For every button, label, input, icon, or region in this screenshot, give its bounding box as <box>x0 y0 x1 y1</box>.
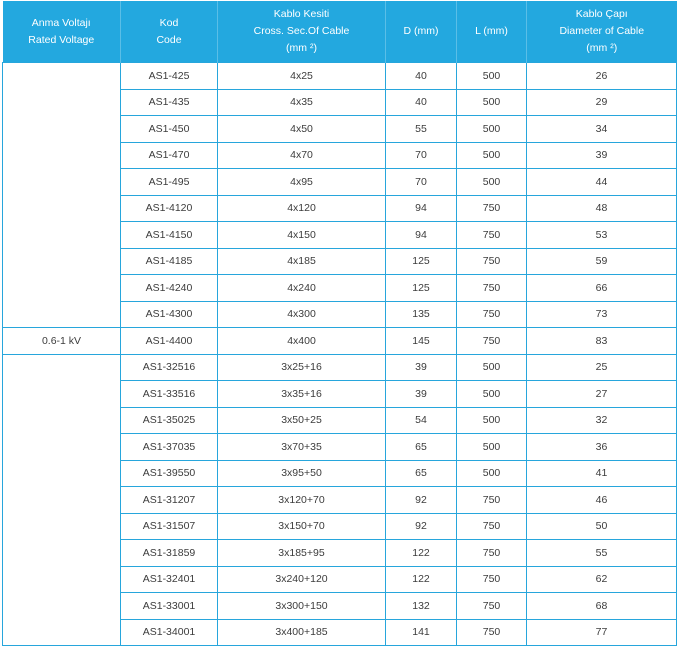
cell-cross-section: 4x95 <box>218 169 386 196</box>
cell-cross-section: 4x35 <box>218 89 386 116</box>
cell-d: 65 <box>386 460 457 487</box>
cell-code: AS1-32401 <box>121 566 218 593</box>
cell-code: AS1-37035 <box>121 434 218 461</box>
header-row <box>3 1 677 63</box>
cell-cross-section: 3x185+95 <box>218 540 386 567</box>
cell-d: 40 <box>386 89 457 116</box>
header-voltage-en: Rated Voltage <box>28 33 95 46</box>
table-row <box>3 354 677 381</box>
voltage-cell-upper <box>3 63 121 328</box>
cell-diameter: 55 <box>527 540 677 567</box>
cell-code: AS1-4150 <box>121 222 218 249</box>
header-l: L (mm) <box>457 1 527 63</box>
cell-l: 750 <box>457 301 527 328</box>
table-row <box>3 63 677 90</box>
cell-diameter: 66 <box>527 275 677 302</box>
cell-code: AS1-34001 <box>121 619 218 646</box>
cell-cross-section: 3x240+120 <box>218 566 386 593</box>
cell-diameter: 77 <box>527 619 677 646</box>
cell-code: AS1-4240 <box>121 275 218 302</box>
cell-l: 750 <box>457 248 527 275</box>
cell-l: 750 <box>457 195 527 222</box>
cell-code: AS1-35025 <box>121 407 218 434</box>
cell-l: 500 <box>457 381 527 408</box>
header-cross-unit: (mm ²) <box>286 42 317 54</box>
cell-diameter: 46 <box>527 487 677 514</box>
header-cross-tr: Kablo Kesiti <box>273 8 330 20</box>
cell-diameter: 59 <box>527 248 677 275</box>
cell-d: 65 <box>386 434 457 461</box>
cell-l: 500 <box>457 434 527 461</box>
cell-code: AS1-4300 <box>121 301 218 328</box>
cell-d: 141 <box>386 619 457 646</box>
cell-diameter: 62 <box>527 566 677 593</box>
header-d: D (mm) <box>386 1 457 63</box>
cell-d: 94 <box>386 195 457 222</box>
cell-d: 132 <box>386 593 457 620</box>
cell-l: 500 <box>457 63 527 90</box>
cell-l: 750 <box>457 275 527 302</box>
cell-diameter: 53 <box>527 222 677 249</box>
cell-cross-section: 4x240 <box>218 275 386 302</box>
cell-code: AS1-33516 <box>121 381 218 408</box>
cell-d: 55 <box>386 116 457 143</box>
voltage-cell: 0.6-1 kV <box>3 328 121 355</box>
cell-diameter: 39 <box>527 142 677 169</box>
cell-d: 92 <box>386 487 457 514</box>
cell-cross-section: 4x50 <box>218 116 386 143</box>
cell-diameter: 32 <box>527 407 677 434</box>
header-diameter-tr: Kablo Çapı <box>575 8 628 20</box>
cell-l: 500 <box>457 354 527 381</box>
cell-cross-section: 3x400+185 <box>218 619 386 646</box>
cell-cross-section: 4x70 <box>218 142 386 169</box>
cell-l: 500 <box>457 89 527 116</box>
header-voltage-tr: Anma Voltajı <box>31 16 91 29</box>
cell-diameter: 26 <box>527 63 677 90</box>
cell-l: 750 <box>457 619 527 646</box>
header-voltage <box>3 1 121 63</box>
cell-d: 39 <box>386 381 457 408</box>
cell-cross-section: 3x95+50 <box>218 460 386 487</box>
cell-diameter: 27 <box>527 381 677 408</box>
cell-diameter: 25 <box>527 354 677 381</box>
cell-d: 125 <box>386 248 457 275</box>
cell-l: 750 <box>457 487 527 514</box>
cell-code: AS1-470 <box>121 142 218 169</box>
cell-code: AS1-495 <box>121 169 218 196</box>
cell-cross-section: 4x150 <box>218 222 386 249</box>
cell-code: AS1-4120 <box>121 195 218 222</box>
cell-code: AS1-4185 <box>121 248 218 275</box>
cell-code: AS1-31207 <box>121 487 218 514</box>
cell-diameter: 50 <box>527 513 677 540</box>
cell-l: 750 <box>457 513 527 540</box>
header-cross-section <box>218 1 386 63</box>
cell-l: 750 <box>457 222 527 249</box>
voltage-cell-lower <box>3 354 121 646</box>
header-diameter-en: Diameter of Cable <box>559 25 645 37</box>
cell-diameter: 68 <box>527 593 677 620</box>
cell-l: 500 <box>457 407 527 434</box>
header-diameter-unit: (mm ²) <box>586 42 618 54</box>
cell-code: AS1-33001 <box>121 593 218 620</box>
cell-l: 750 <box>457 566 527 593</box>
header-code-tr: Kod <box>159 16 179 29</box>
cell-l: 500 <box>457 142 527 169</box>
cell-code: AS1-31507 <box>121 513 218 540</box>
cell-diameter: 41 <box>527 460 677 487</box>
cell-d: 39 <box>386 354 457 381</box>
cell-diameter: 83 <box>527 328 677 355</box>
cell-code: AS1-32516 <box>121 354 218 381</box>
header-cross-en: Cross. Sec.Of Cable <box>253 25 350 37</box>
cell-l: 500 <box>457 460 527 487</box>
cell-d: 70 <box>386 169 457 196</box>
cell-l: 750 <box>457 328 527 355</box>
cell-diameter: 36 <box>527 434 677 461</box>
header-code-en: Code <box>156 33 182 46</box>
table-header <box>3 1 677 63</box>
cell-l: 750 <box>457 593 527 620</box>
cell-l: 750 <box>457 540 527 567</box>
cell-cross-section: 4x400 <box>218 328 386 355</box>
cell-diameter: 48 <box>527 195 677 222</box>
cell-diameter: 34 <box>527 116 677 143</box>
cell-d: 122 <box>386 566 457 593</box>
cell-d: 122 <box>386 540 457 567</box>
cell-d: 92 <box>386 513 457 540</box>
cell-code: AS1-39550 <box>121 460 218 487</box>
cell-cross-section: 3x70+35 <box>218 434 386 461</box>
cell-l: 500 <box>457 169 527 196</box>
cell-d: 54 <box>386 407 457 434</box>
cell-diameter: 73 <box>527 301 677 328</box>
cell-cross-section: 3x50+25 <box>218 407 386 434</box>
cell-cross-section: 3x150+70 <box>218 513 386 540</box>
cell-code: AS1-425 <box>121 63 218 90</box>
cell-d: 145 <box>386 328 457 355</box>
cell-code: AS1-450 <box>121 116 218 143</box>
cell-cross-section: 3x120+70 <box>218 487 386 514</box>
cell-diameter: 29 <box>527 89 677 116</box>
cell-cross-section: 4x300 <box>218 301 386 328</box>
cell-cross-section: 3x35+16 <box>218 381 386 408</box>
cell-cross-section: 4x25 <box>218 63 386 90</box>
table-row <box>3 328 677 355</box>
cell-d: 40 <box>386 63 457 90</box>
cell-cross-section: 3x25+16 <box>218 354 386 381</box>
cell-code: AS1-4400 <box>121 328 218 355</box>
cell-diameter: 44 <box>527 169 677 196</box>
cell-d: 125 <box>386 275 457 302</box>
cell-cross-section: 3x300+150 <box>218 593 386 620</box>
header-code <box>121 1 218 63</box>
table-body <box>3 63 677 646</box>
cable-spec-table <box>2 1 677 646</box>
cell-cross-section: 4x185 <box>218 248 386 275</box>
header-diameter <box>527 1 677 63</box>
cell-code: AS1-435 <box>121 89 218 116</box>
cell-l: 500 <box>457 116 527 143</box>
cell-d: 135 <box>386 301 457 328</box>
cell-cross-section: 4x120 <box>218 195 386 222</box>
cell-d: 70 <box>386 142 457 169</box>
cell-d: 94 <box>386 222 457 249</box>
cell-code: AS1-31859 <box>121 540 218 567</box>
